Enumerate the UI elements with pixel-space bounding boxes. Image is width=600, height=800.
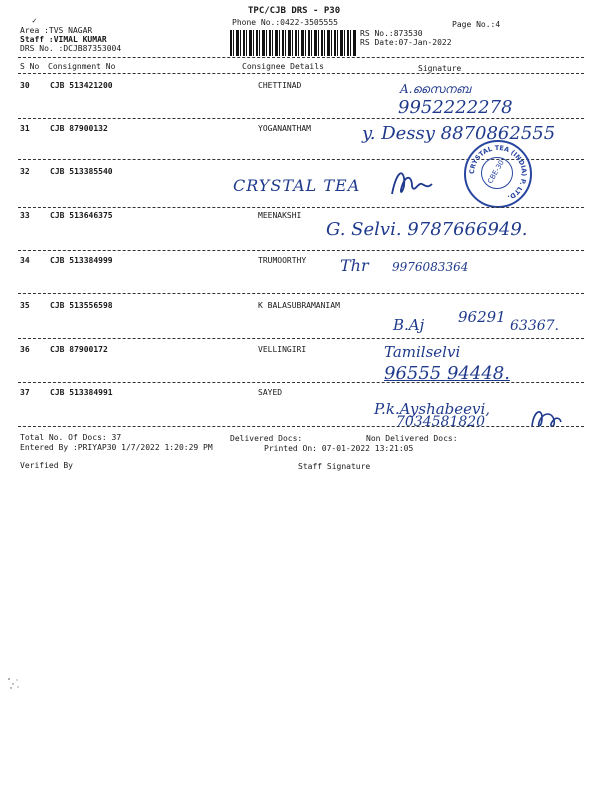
entered-by: Entered By :PRIYAP30 1/7/2022 1:20:29 PM [20,443,213,452]
barcode [230,30,356,56]
row-sno: 33 [20,211,30,220]
row-consignee: SAYED [258,388,283,397]
handwritten-phone: 9952222278 [398,97,513,118]
col-header-sno: S No [20,62,40,71]
printed-on: Printed On: 07-01-2022 13:21:05 [264,444,414,453]
phone-number: Phone No.:0422-3505555 [232,18,338,27]
drs-number: DRS No. :DCJB87353004 [20,44,122,53]
row-sno: 34 [20,256,30,265]
row-sno: 35 [20,301,30,310]
company-stamp [464,140,532,208]
page-number: Page No.:4 [452,20,501,29]
handwritten-name: Tamilselvi [384,343,461,361]
handwritten-phone-part: 96291 [458,308,506,326]
row-divider [18,293,584,294]
scan-specks [6,675,22,691]
document-title: TPC/CJB DRS - P30 [248,6,341,16]
handwritten-phone: 96555 94448. [384,363,510,384]
row-divider [18,250,584,251]
handwritten-initials: Thr [340,256,369,275]
signature-scribble [528,406,564,432]
handwritten-phone: 7034581820 [396,414,486,430]
stamp-ring-text [466,142,530,206]
row-consignee: VELLINGIRI [258,345,307,354]
row-divider [18,207,584,208]
table-bottom-divider [18,426,584,427]
row-consignment: CJB 87900132 [50,124,108,133]
verified-by: Verified By [20,461,73,470]
row-divider [18,382,584,383]
handwritten-phone-part: 63367. [510,318,559,334]
row-divider [18,338,584,339]
row-consignment: CJB 513421200 [50,81,113,90]
row-consignment: CJB 513385540 [50,167,113,176]
row-consignment: CJB 513556598 [50,301,113,310]
rs-date: RS Date:07-Jan-2022 [360,38,452,47]
row-consignment: CJB 87900172 [50,345,108,354]
row-consignment: CJB 513384991 [50,388,113,397]
row-sno: 30 [20,81,30,90]
handwritten-name: A.സൈനബ [400,82,471,96]
area-field: Area :TVS NAGAR [20,26,93,35]
header-divider [18,57,584,58]
svg-text:CRYSTAL TEA (INDIA) P. LTD.: CRYSTAL TEA (INDIA) P. LTD. [467,143,529,202]
row-consignment: CJB 513646375 [50,211,113,220]
stamp-code: CBE-30 [486,158,506,186]
col-header-signature: Signature [418,64,462,73]
rs-number: RS No.:873530 [360,29,423,38]
handwritten-name: B.Aj [393,316,425,334]
handwritten-signature: G. Selvi. 9787666949. [326,219,528,240]
col-header-consignee: Consignee Details [242,62,324,71]
row-divider [18,118,584,119]
columns-divider [18,73,584,74]
handwritten-phone: 9976083364 [392,260,469,274]
handwritten-signature: y. Dessy 8870862555 [362,123,556,144]
row-sno: 36 [20,345,30,354]
row-consignee: CHETTINAD [258,81,302,90]
row-sno: 37 [20,388,30,397]
row-consignee: TRUMOORTHY [258,256,307,265]
staff-signature-label: Staff Signature [298,462,371,471]
handwritten-company: CRYSTAL TEA [233,176,361,195]
corner-mark: ✓ [32,16,37,25]
row-sno: 31 [20,124,30,133]
row-consignee: K BALASUBRAMANIAM [258,301,340,310]
non-delivered-docs: Non Delivered Docs: [366,434,458,443]
handwritten-name: P.k.Ayshabeevi, [374,400,491,418]
col-header-consignment: Consignment No [48,62,116,71]
staff-field: Staff :VIMAL KUMAR [20,35,107,44]
delivered-docs: Delivered Docs: [230,434,303,443]
row-consignee: YOGANANTHAM [258,124,311,133]
row-consignee: MEENAKSHI [258,211,302,220]
row-consignment: CJB 513384999 [50,256,113,265]
total-docs: Total No. Of Docs: 37 [20,433,122,442]
signature-scribble [388,164,436,204]
row-sno: 32 [20,167,30,176]
